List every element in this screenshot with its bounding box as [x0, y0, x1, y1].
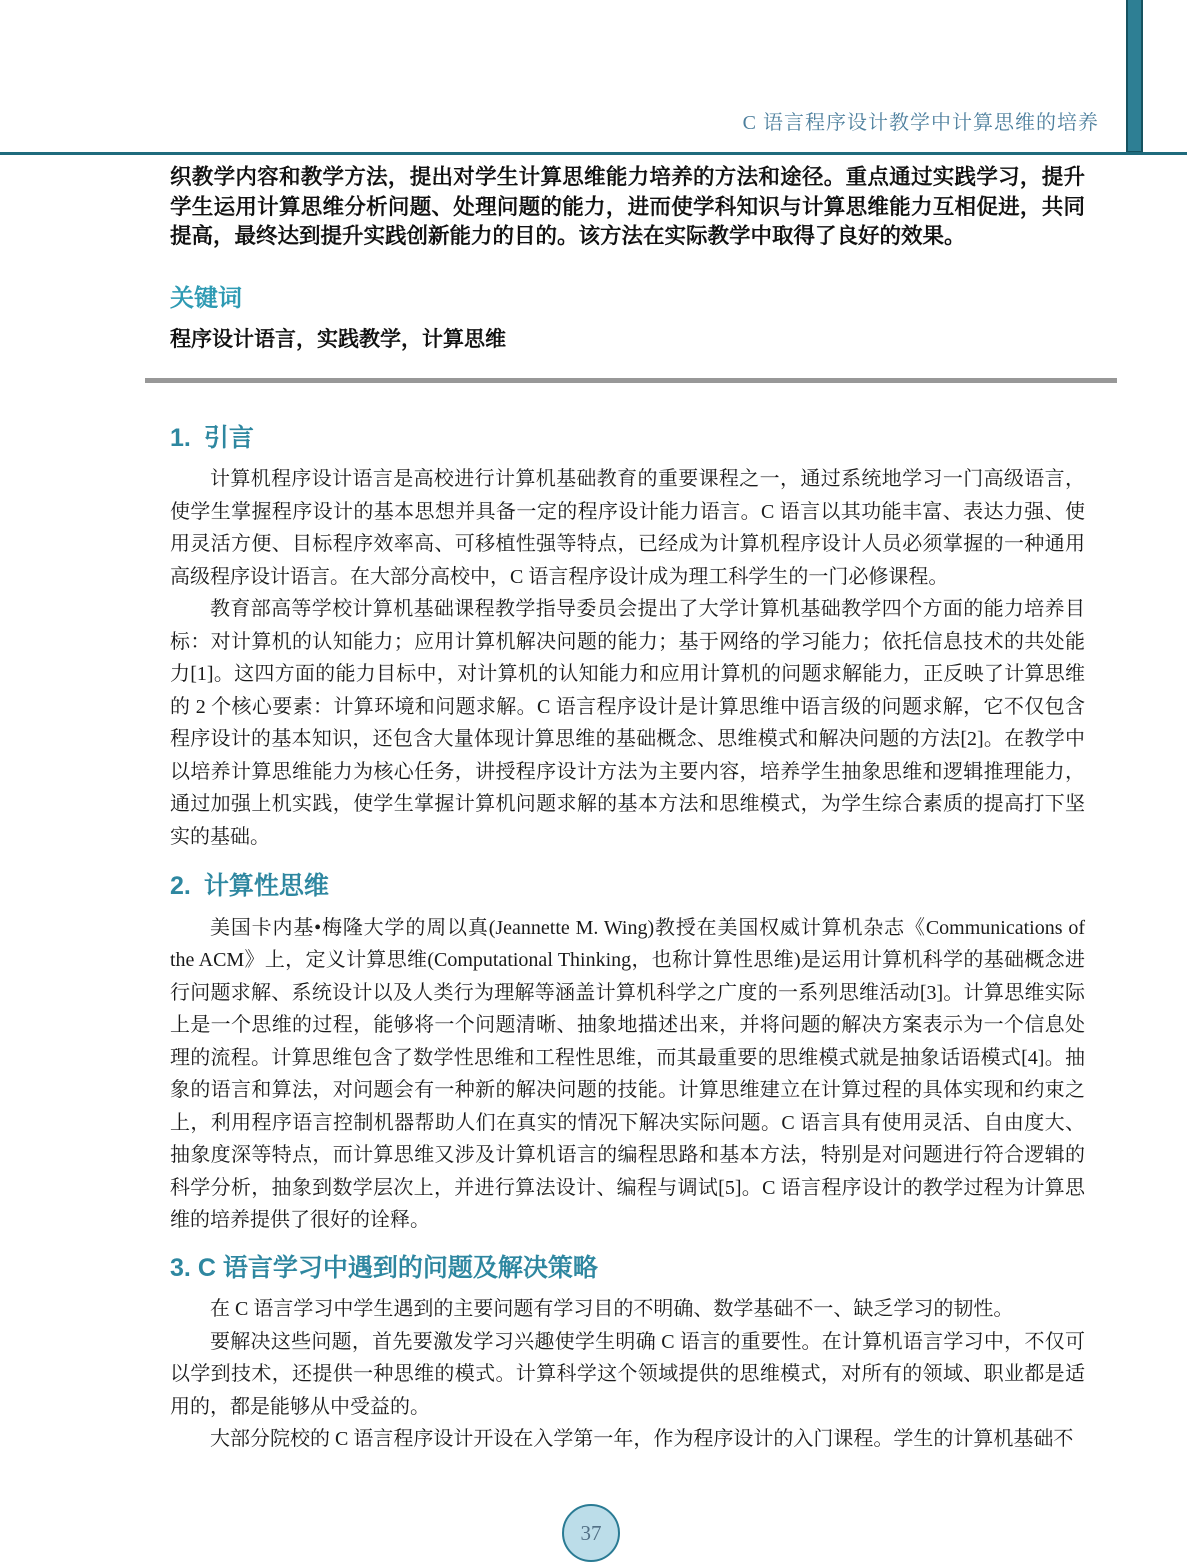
section-2-number: 2. [170, 872, 191, 900]
page-number: 37 [580, 1520, 602, 1545]
section-2-heading [170, 870, 1085, 903]
keywords-text: 程序设计语言，实践教学，计算思维 [170, 327, 506, 351]
page-number-badge [562, 1504, 620, 1562]
section-3-paragraph-3: 大部分院校的 C 语言程序设计开设在入学第一年，作为程序设计的入门课程。学生的计算机基础不 [210, 1428, 1074, 1450]
section-2-title: 计算性思维 [203, 872, 329, 900]
section-3-title: C 语言学习中遇到的问题及解决策略 [197, 1253, 598, 1282]
keywords-heading: 关键词 [170, 284, 242, 312]
header-rule [0, 152, 1187, 155]
running-header-title: C 语言程序设计教学中计算思维的培养 [742, 112, 1099, 134]
page-content [170, 158, 1085, 1456]
abstract-continuation-text: 织教学内容和教学方法，提出对学生计算思维能力培养的方法和途径。重点通过实践学习，提升学生运用计算思维分析问题、处理问题的能力，进而使学科知识与计算思维能力互相促进，共同提高，最终达到提升实践创新能力的目的。该方法在实际教学中取得了良好的效果。 [170, 165, 1085, 248]
section-2-paragraph-1: 美国卡内基•梅隆大学的周以真(Jeannette M. Wing)教授在美国权威计算机杂志《Communications of the ACM》上，定义计算思维(Computational Thinking，也称计算性思维)是运用计算机科学的基础概念进行问题求解、系统设计以及人类行为理解等涵盖计算机科学之广度的一系列思维活动[3]。计算思维实际上是一个思维的过程，能够将一个问题清晰、抽象地描述出来，并将问题的解决方案表示为一个信息处理的流程。计算思维包含了数学性思维和工程性思维，而其最重要的思维模式就是抽象话语模式[4]。抽象的语言和算法，对问题会有一种新的解决问题的技能。计算思维建立在计算过程的具体实现和约束之上，利用程序语言控制机器帮助人们在真实的情况下解决实际问题。C 语言具有使用灵活、自由度大、抽象度深等特点，而计算思维又涉及计算机语言的编程思路和基本方法，特别是对问题进行符合逻辑的科学分析，抽象到数学层次上，并进行算法设计、编程与调试[5]。C 语言程序设计的教学过程为计算思维的培养提供了很好的诠释。 [170, 916, 1085, 1231]
section-3-paragraph-2: 要解决这些问题，首先要激发学习兴趣使学生明确 C 语言的重要性。在计算机语言学习中，不仅可以学到技术，还提供一种思维的模式。计算科学这个领域提供的思维模式，对所有的领域、职业都是适用的，都是能够从中受益的。 [170, 1330, 1085, 1418]
section-3-number: 3. [170, 1253, 191, 1282]
corner-accent-bar [1126, 0, 1143, 153]
section-3-heading [170, 1252, 1085, 1285]
section-1-paragraph-2: 教育部高等学校计算机基础课程教学指导委员会提出了大学计算机基础教学四个方面的能力培养目标：对计算机的认知能力；应用计算机解决问题的能力；基于网络的学习能力；依托信息技术的共处能力[1]。这四方面的能力目标中，对计算机的认知能力和应用计算机的问题求解能力，正反映了计算思维的 2 个核心要素：计算环境和问题求解。C 语言程序设计是计算思维中语言级的问题求解，它不仅包含程序设计的基本知识，还包含大量体现计算思维的基础概念、思维模式和解决问题的方法[2]。在教学中以培养计算思维能力为核心任务，讲授程序设计方法为主要内容，培养学生抽象思维和逻辑推理能力，通过加强上机实践，使学生掌握计算机问题求解的基本方法和思维模式，为学生综合素质的提高打下坚实的基础。 [170, 598, 1085, 848]
section-1-paragraph-1: 计算机程序设计语言是高校进行计算机基础教育的重要课程之一，通过系统地学习一门高级语言，使学生掌握程序设计的基本思想并具备一定的程序设计能力语言。C 语言以其功能丰富、表达力强、使用灵活方便、目标程序效率高、可移植性强等特点，已经成为计算机程序设计人员必须掌握的一种通用高级程序设计语言。在大部分高校中，C 语言程序设计成为理工科学生的一门必修课程。 [170, 468, 1085, 588]
section-1-number: 1. [170, 423, 191, 452]
section-1-title: 引言 [203, 423, 254, 452]
section-1-heading [170, 422, 1085, 455]
abstract-body-divider [145, 378, 1117, 383]
section-3-paragraph-1: 在 C 语言学习中学生遇到的主要问题有学习目的不明确、数学基础不一、缺乏学习的韧性。 [210, 1298, 1014, 1320]
